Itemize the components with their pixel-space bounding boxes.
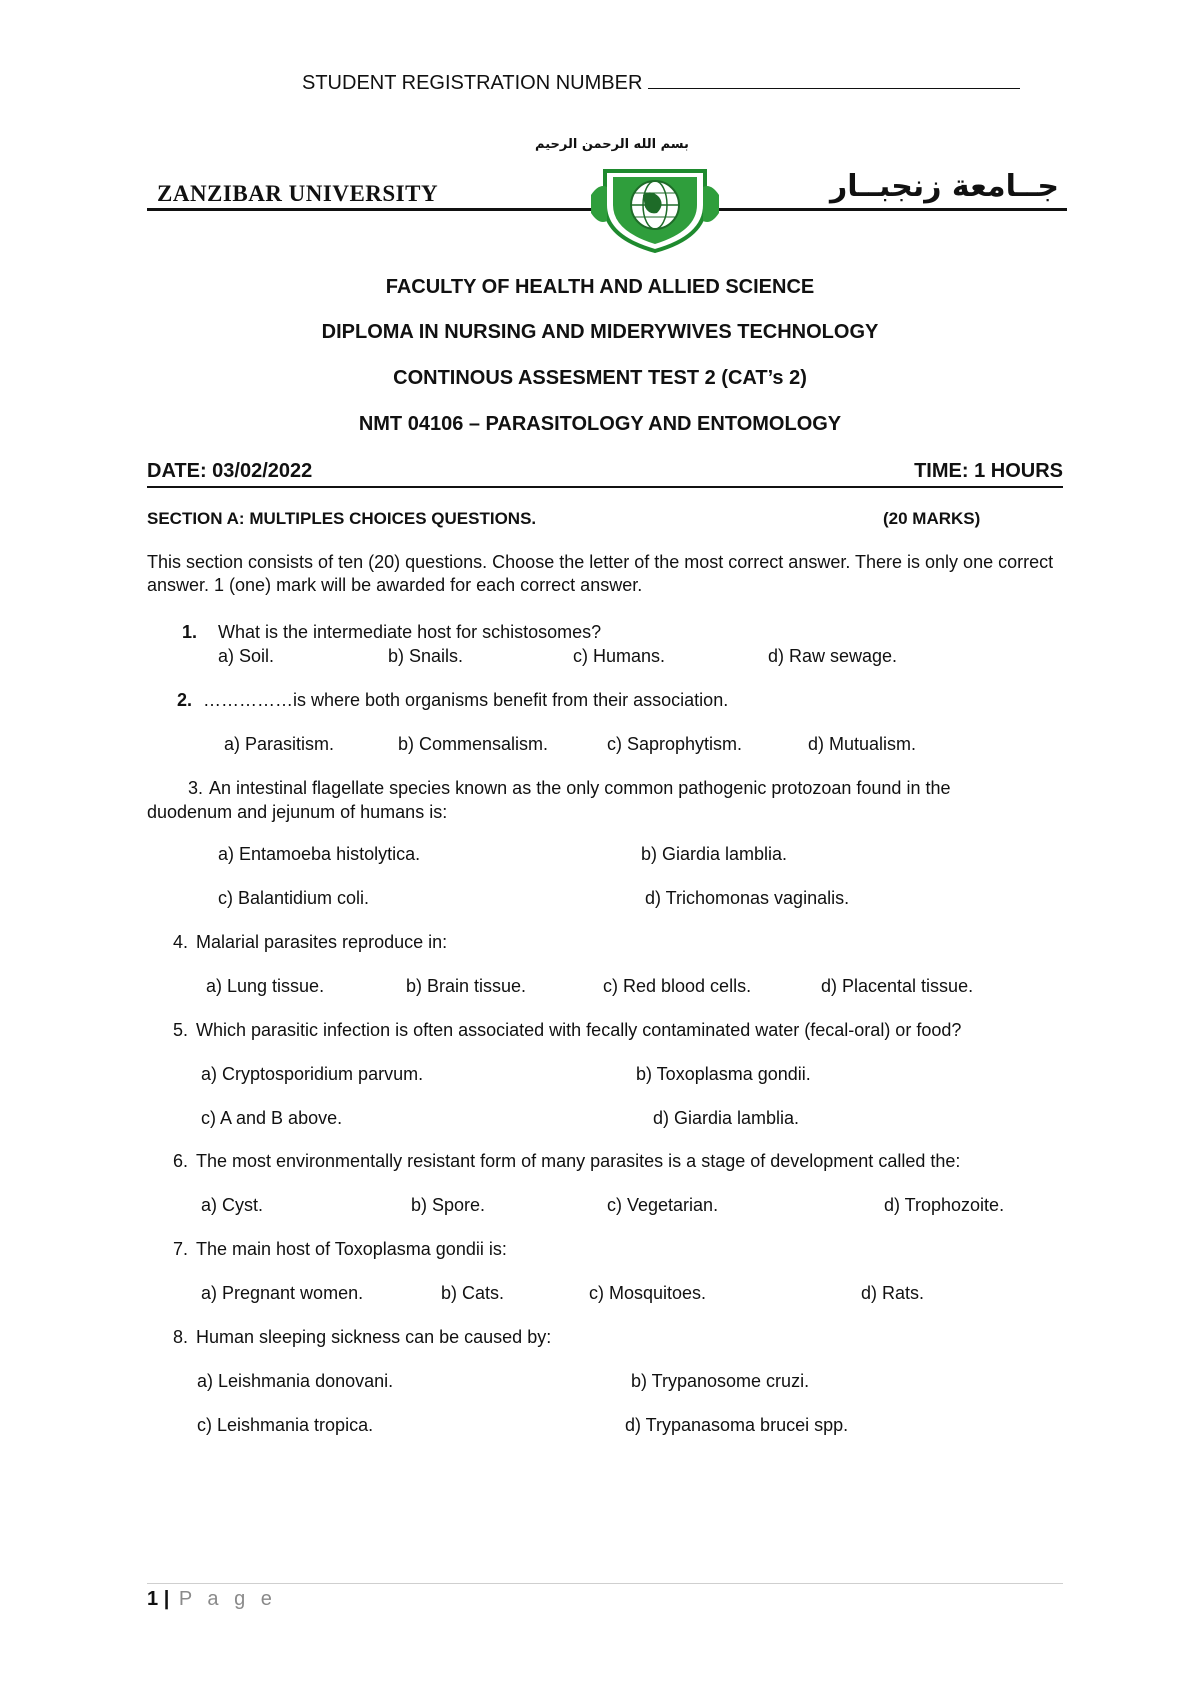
page-label: P a g e: [178, 1588, 277, 1610]
question-item: [173, 932, 188, 953]
test-title: CONTINOUS ASSESMENT TEST 2 (CAT’s 2): [393, 367, 807, 389]
option-d: d) Trypanasoma brucei spp.: [625, 1415, 849, 1435]
option-d: d) Mutualism.: [808, 734, 917, 754]
question-number: 8.: [173, 1327, 189, 1347]
option-d: d) Trophozoite.: [884, 1195, 1005, 1215]
question-number: 5.: [173, 1020, 189, 1040]
option-b: b) Brain tissue.: [406, 976, 527, 996]
question-number: 4.: [173, 932, 189, 952]
option-c: c) A and B above.: [201, 1108, 343, 1128]
question-number: 2.: [177, 690, 193, 710]
option-c: c) Vegetarian.: [607, 1195, 719, 1215]
option-a: a) Cryptosporidium parvum.: [201, 1064, 424, 1084]
registration-blank: [648, 87, 1020, 89]
question-item: [188, 778, 203, 799]
option-b: b) Trypanosome cruzi.: [631, 1371, 810, 1391]
option-d: d) Placental tissue.: [821, 976, 974, 996]
option-a: a) Parasitism.: [224, 734, 335, 754]
university-crest-icon: [585, 165, 725, 253]
question-text: The most environmentally resistant form of many parasites is a stage of development called the:: [196, 1151, 961, 1171]
option-d: d) Giardia lamblia.: [653, 1108, 800, 1128]
date-rule: [147, 486, 1063, 488]
course-title: NMT 04106 – PARASITOLOGY AND ENTOMOLOGY: [358, 413, 842, 435]
question-item: [173, 1020, 188, 1041]
option-c: c) Humans.: [573, 646, 666, 666]
programme-title: DIPLOMA IN NURSING AND MIDERYWIVES TECHNOLOGY: [321, 321, 879, 343]
question-item: [173, 1239, 188, 1260]
question-number: 6.: [173, 1151, 189, 1171]
option-b: b) Cats.: [441, 1283, 505, 1303]
question-item: [182, 622, 197, 643]
question-text: Human sleeping sickness can be caused by:: [196, 1327, 552, 1347]
question-text: ……………is where both organisms benefit from their association.: [203, 690, 729, 710]
option-d: d) Raw sewage.: [768, 646, 898, 666]
page-footer: [147, 1588, 277, 1611]
question-item: [173, 1327, 188, 1348]
question-text-line1: An intestinal flagellate species known as the only common pathogenic protozoan found in the: [209, 778, 951, 798]
section-marks: (20 MARKS): [883, 509, 981, 528]
option-c: c) Balantidium coli.: [218, 888, 370, 908]
exam-date: DATE: 03/02/2022: [147, 460, 313, 482]
question-number: 3.: [188, 778, 204, 798]
university-name-arabic: جــامعة زنجبــار: [830, 169, 1059, 204]
option-c: c) Red blood cells.: [603, 976, 752, 996]
option-d: d) Rats.: [861, 1283, 925, 1303]
option-a: a) Lung tissue.: [206, 976, 325, 996]
option-b: b) Commensalism.: [398, 734, 549, 754]
faculty-title: FACULTY OF HEALTH AND ALLIED SCIENCE: [385, 276, 815, 298]
question-text: The main host of Toxoplasma gondii is:: [196, 1239, 507, 1259]
footer-rule: [147, 1583, 1063, 1584]
question-number: 1.: [182, 622, 198, 642]
option-c: c) Leishmania tropica.: [197, 1415, 374, 1435]
option-a: a) Leishmania donovani.: [197, 1371, 394, 1391]
question-number: 7.: [173, 1239, 189, 1259]
registration-number-line: [302, 72, 1020, 95]
option-a: a) Pregnant women.: [201, 1283, 364, 1303]
question-text: Malarial parasites reproduce in:: [196, 932, 448, 952]
question-item: [173, 1151, 188, 1172]
page-separator: |: [163, 1588, 170, 1610]
option-a: a) Cyst.: [201, 1195, 264, 1215]
question-text-line2: duodenum and jejunum of humans is:: [147, 802, 448, 822]
option-b: b) Snails.: [388, 646, 464, 666]
question-item: [177, 690, 192, 711]
option-c: c) Saprophytism.: [607, 734, 743, 754]
page-number: 1: [147, 1588, 159, 1610]
question-text: What is the intermediate host for schistosomes?: [218, 622, 602, 642]
registration-label: STUDENT REGISTRATION NUMBER: [302, 72, 643, 94]
option-a: a) Entamoeba histolytica.: [218, 844, 421, 864]
section-title: SECTION A: MULTIPLES CHOICES QUESTIONS.: [147, 509, 537, 528]
option-a: a) Soil.: [218, 646, 275, 666]
university-banner: [147, 135, 1067, 250]
option-b: b) Spore.: [411, 1195, 486, 1215]
option-b: b) Giardia lamblia.: [641, 844, 788, 864]
option-b: b) Toxoplasma gondii.: [636, 1064, 811, 1084]
option-c: c) Mosquitoes.: [589, 1283, 707, 1303]
university-name: ZANZIBAR UNIVERSITY: [157, 181, 439, 206]
option-d: d) Trichomonas vaginalis.: [645, 888, 850, 908]
arabic-motto: بسم الله الرحمن الرحيم: [535, 137, 689, 152]
exam-time: TIME: 1 HOURS: [914, 460, 1063, 482]
section-instructions: This section consists of ten (20) questions. Choose the letter of the most correct answer. There is only one correct answer. 1 (one) mark will be awarded for each correct answer.: [147, 552, 1054, 595]
question-text: Which parasitic infection is often associated with fecally contaminated water (fecal-oral) or food?: [196, 1020, 962, 1040]
